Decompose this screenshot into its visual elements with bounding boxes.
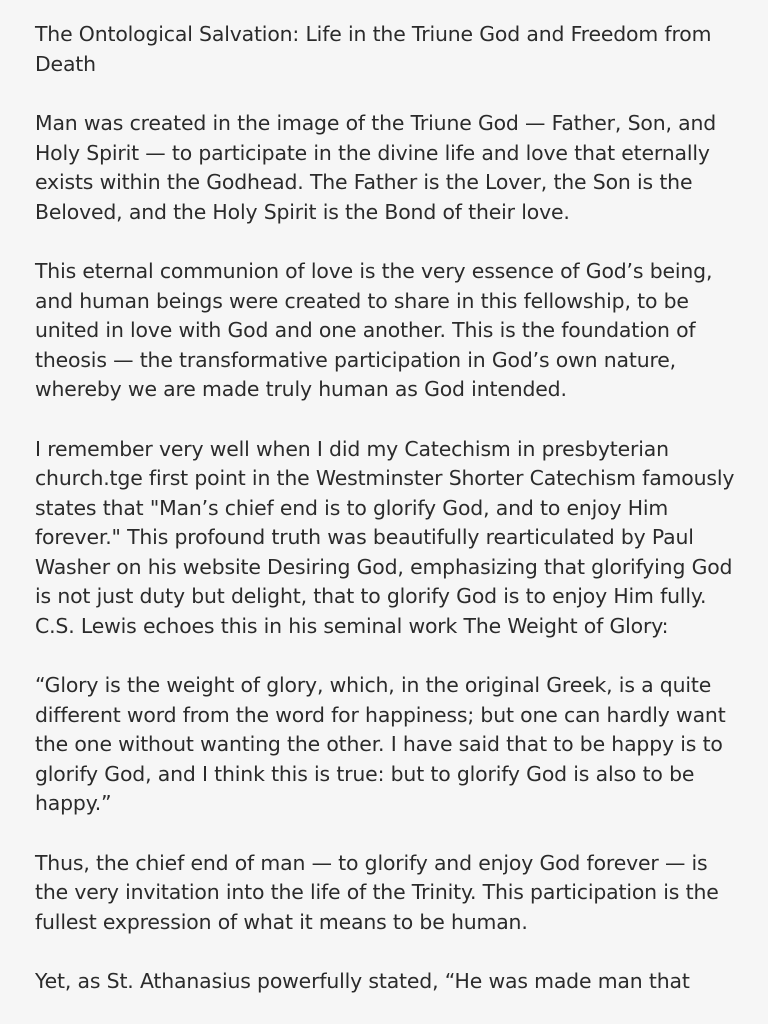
paragraph-catechism: I remember very well when I did my Catechism in presbyterian church.tge first point in the Westminster Shorter Catechism famously states that "Man’s chief end is to glorify God, and to enjoy Him forever." This profound truth was beautifully rearticulated by Paul Washer on his website Desiring God, emphasizing that glorifying God is not just duty but delight, that to glorify God is to enjoy Him fully. C.S. Lewis echoes this in his seminal work The Weight of Glory: — [35, 436, 735, 638]
paragraph-theosis: This eternal communion of love is the very essence of God’s being, and human beings were created to share in this fellowship, to be united in love with God and one another. This is the foundation of theosis — the transformative participation in God’s own nature, whereby we are made truly human as God intended. — [35, 259, 713, 401]
paragraph-lewis-quote: “Glory is the weight of glory, which, in the original Greek, is a quite different word from the word for happiness; but one can hardly want the one without wanting the other. I have said that to be happy is to glorify God, and I think this is true: but to glorify God is also to be happy.” — [35, 673, 726, 815]
paragraph-imago-dei: Man was created in the image of the Triune God — Father, Son, and Holy Spirit — to participate in the divine life and love that eternally exists within the Godhead. The Father is the Lover, the Son is the Beloved, and the Holy Spirit is the Bond of their love. — [35, 111, 717, 224]
paragraph-chief-end: Thus, the chief end of man — to glorify and enjoy God forever — is the very invitation into the life of the Trinity. This participation is the fullest expression of what it means to be human. — [35, 850, 719, 934]
note-title: The Ontological Salvation: Life in the Triune God and Freedom from Death — [35, 22, 712, 76]
paragraph-athanasius: Yet, as St. Athanasius powerfully stated, “He was made man that — [35, 969, 690, 993]
